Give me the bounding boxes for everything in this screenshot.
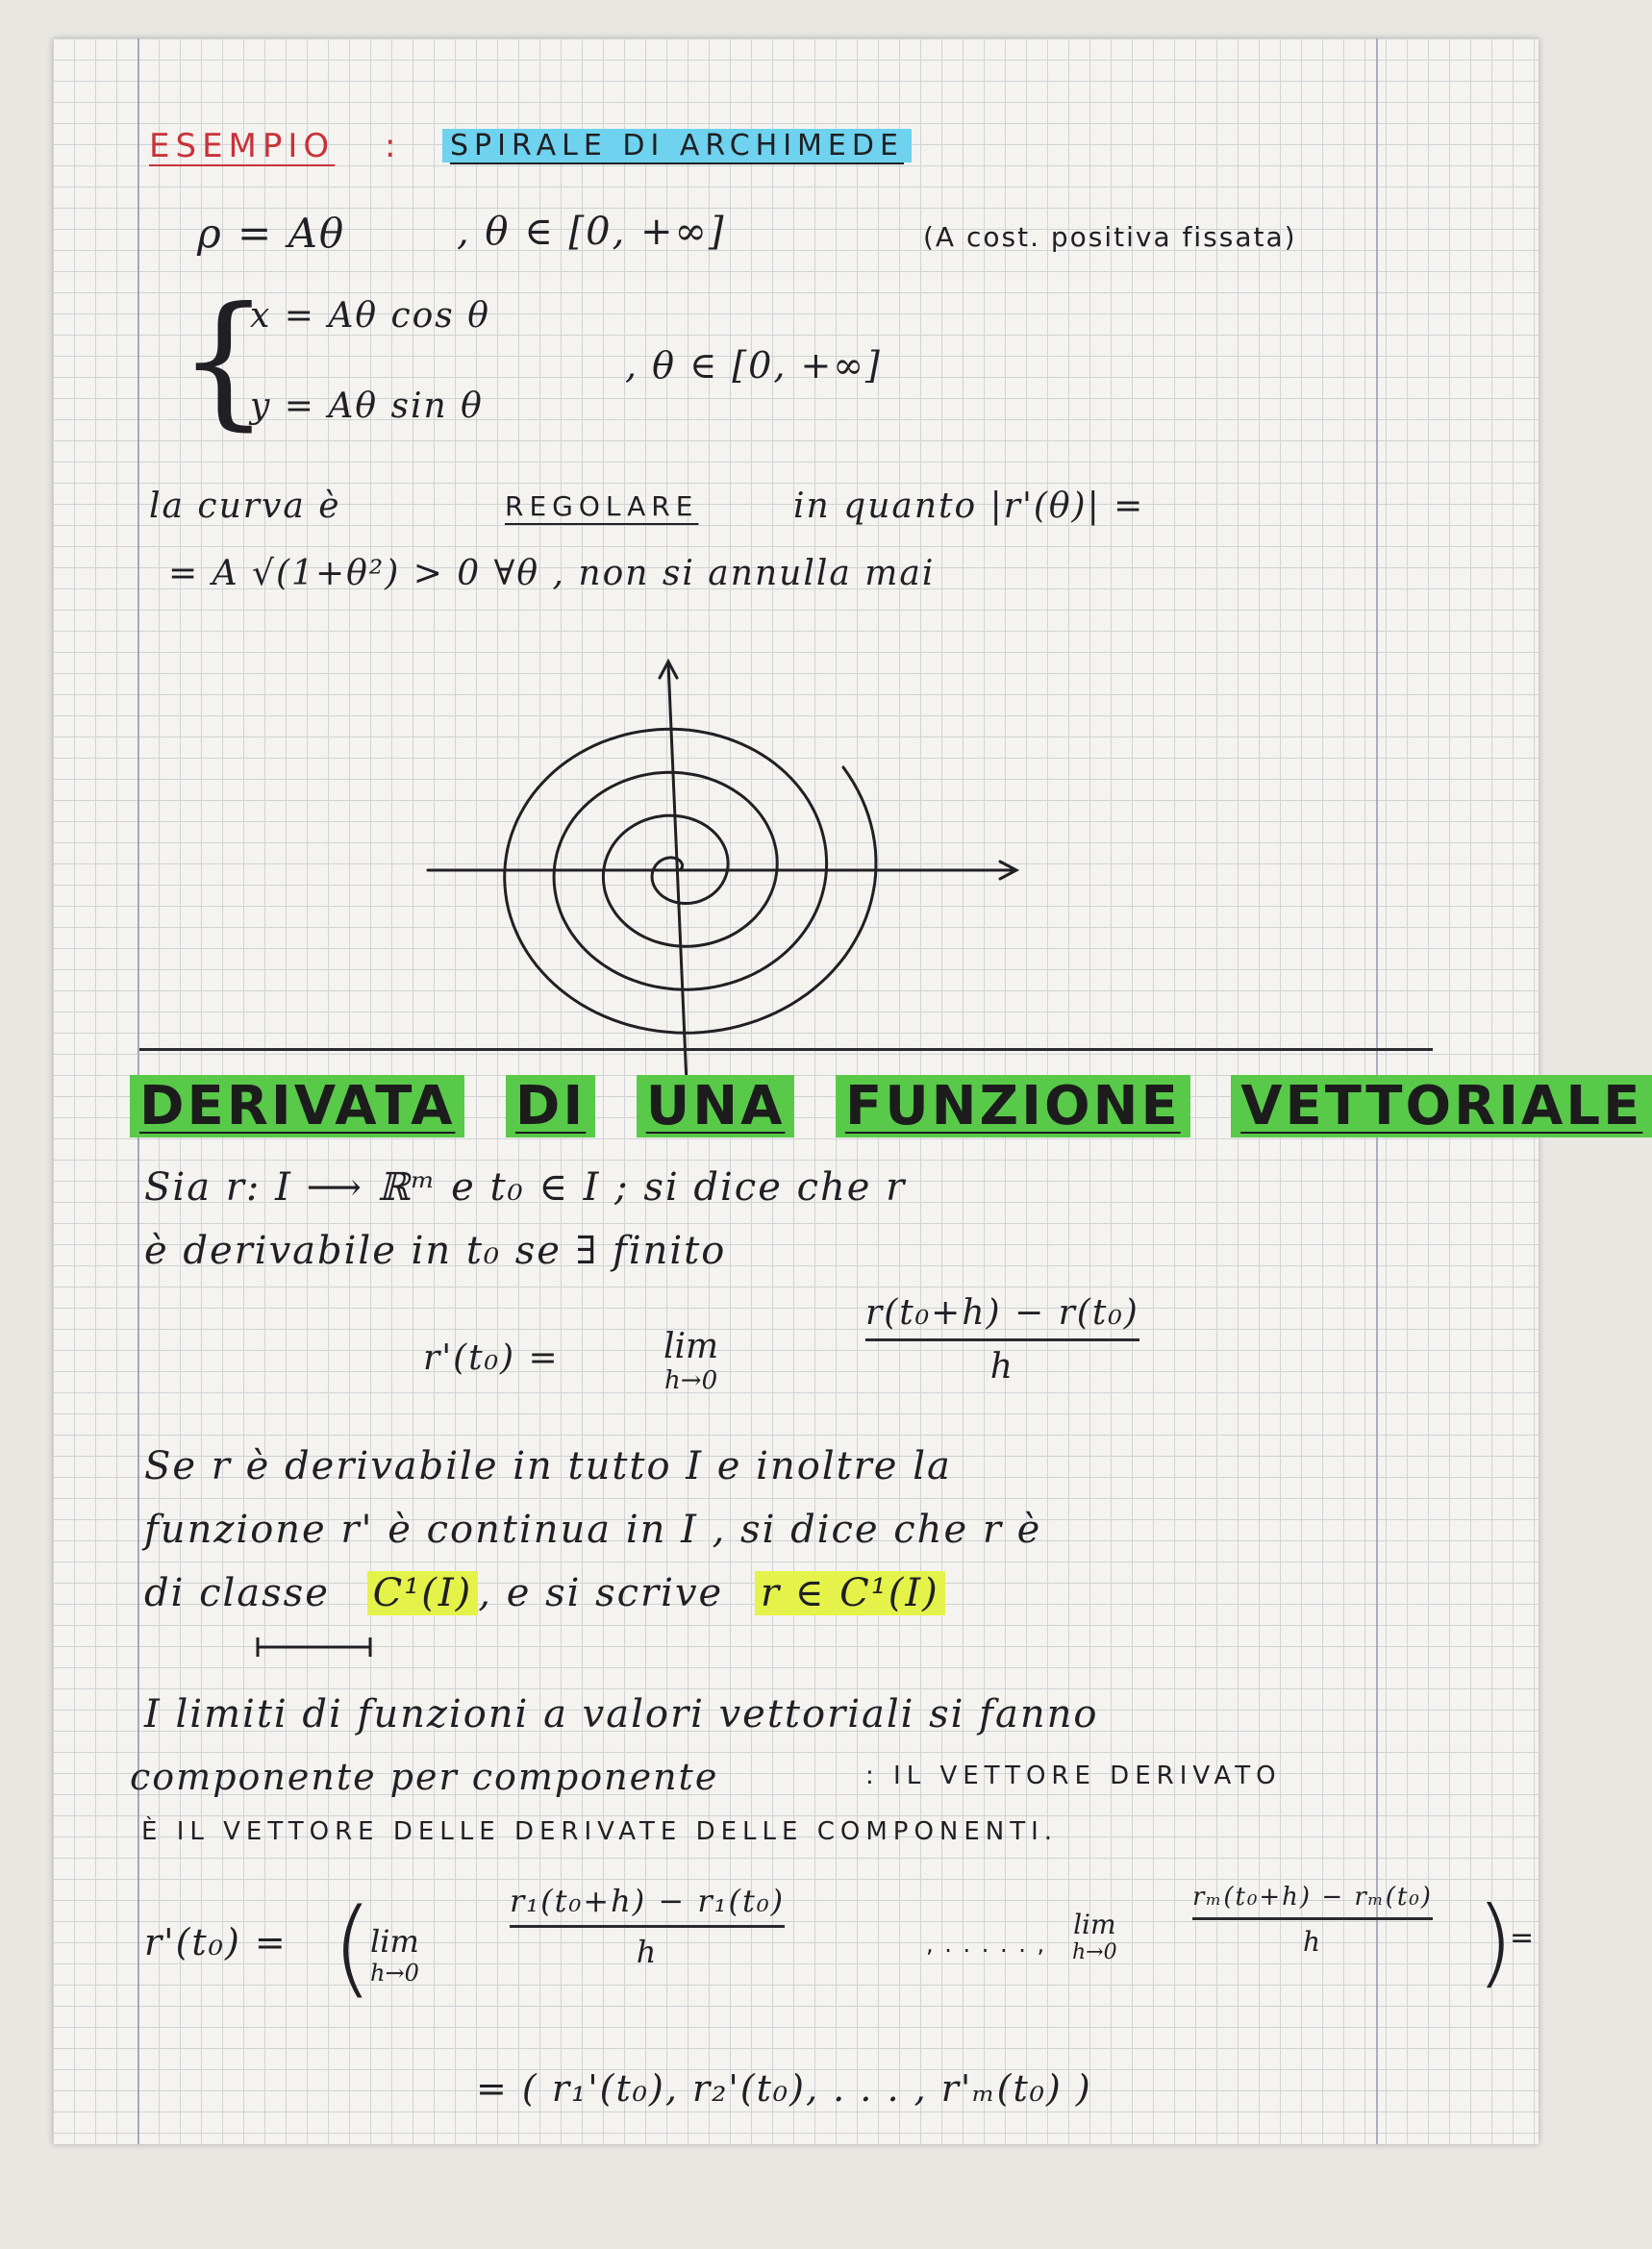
class-line3-a: di classe [144,1571,330,1615]
derivative-numerator: r(t₀+h) − r(t₀) [865,1293,1139,1333]
limits-line1: I limiti di funzioni a valori vettoriali si fanno [144,1692,1099,1737]
section-title [130,1075,1652,1137]
polar-domain: , θ ∈ [0, +∞] [457,210,726,254]
regular-line1-a: la curva è [149,487,341,526]
vector-lim-2-sub: h→0 [1072,1940,1117,1964]
vector-numerator-1: r₁(t₀+h) − r₁(t₀) [510,1883,786,1919]
system-brace: { [178,277,270,444]
derivative-lim: lim [663,1327,719,1366]
vector-result: = ( r₁'(t₀), r₂'(t₀), . . . , r'ₘ(t₀) ) [476,2067,1092,2110]
class-membership-highlight: r ∈ C¹(I) [755,1571,945,1615]
spiral-curve [505,729,876,1033]
limits-line2-b: : IL VETTORE DERIVATO [865,1762,1282,1790]
derivative-lhs: r'(t₀) = [423,1338,560,1378]
vector-denominator-1: h [636,1934,659,1970]
section-word-1: DERIVATA [130,1075,464,1137]
vector-equals: = [1510,1921,1537,1955]
vector-bar-1 [510,1925,785,1928]
class-line3-b: , e si scrive [478,1571,724,1615]
definition-line1: Sia r: I ⟶ ℝᵐ e t₀ ∈ I ; si dice che r [144,1165,907,1210]
system-x: x = Aθ cos θ [250,296,490,336]
vector-lim-1: lim [370,1923,419,1960]
vector-bar-2 [1192,1917,1433,1920]
class-line3 [144,1571,945,1615]
example-colon: : [385,127,402,165]
system-y: y = Aθ sin θ [250,387,484,426]
notebook-page [53,38,1643,2144]
section-word-2: DI [506,1075,595,1137]
vector-lim-1-sub: h→0 [370,1960,419,1987]
example-title [442,129,912,162]
interval-mark [250,1633,385,1662]
vector-numerator-2: rₘ(t₀+h) − rₘ(t₀) [1192,1883,1433,1912]
derivative-fraction [865,1293,1139,1387]
example-title-text: SPIRALE DI ARCHIMEDE [442,129,912,162]
class-line1: Se r è derivabile in tutto I e inoltre la [144,1444,952,1488]
limits-line3: È IL VETTORE DELLE DERIVATE DELLE COMPONENTI. [141,1817,1059,1846]
regular-word: REGOLARE [505,490,699,522]
example-label: ESEMPIO [149,127,336,165]
system-domain: , θ ∈ [0, +∞] [625,344,882,387]
fraction-bar [865,1338,1139,1341]
vector-dots: , . . . . . , [926,1931,1047,1958]
section-word-3: UNA [637,1075,795,1137]
regular-line1-b: in quanto |r'(θ)| = [793,487,1145,526]
section-divider [139,1048,1433,1051]
vector-fraction-2 [1192,1883,1433,1958]
class-line2: funzione r' è continua in I , si dice che r è [144,1508,1042,1552]
vector-lhs: r'(t₀) = [144,1921,288,1963]
vector-denominator-2: h [1302,1926,1322,1958]
derivative-limit [663,1327,718,1395]
class-c1-highlight: C¹(I) [367,1571,479,1615]
vector-close-paren: ) [1476,1886,1514,1998]
vector-fraction-1 [510,1883,785,1970]
derivative-denominator: h [989,1347,1014,1387]
polar-note: (A cost. positiva fissata) [923,221,1297,253]
section-word-5: VETTORIALE [1231,1075,1652,1137]
derivative-lim-sub: h→0 [664,1366,718,1395]
vector-limit-2 [1072,1909,1117,1964]
section-word-4: FUNZIONE [836,1075,1190,1137]
vector-lim-2: lim [1073,1909,1116,1940]
polar-equation: ρ = Aθ [197,210,346,257]
vector-open-paren: ( [332,1886,373,2009]
limits-line2-a: componente per componente [130,1756,719,1798]
definition-line2: è derivabile in t₀ se ∃ finito [144,1229,727,1273]
vector-limit-1 [370,1923,419,1987]
regular-line2: = A √(1+θ²) > 0 ∀θ , non si annulla mai [168,554,936,593]
